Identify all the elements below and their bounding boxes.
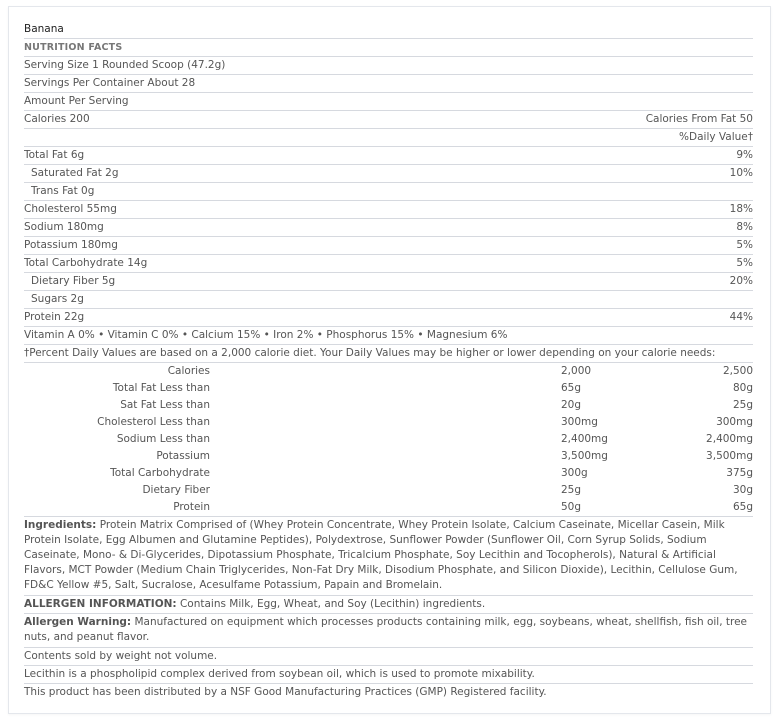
dv-reference-row (24, 465, 753, 482)
dv-2000-value: 300mg (561, 416, 598, 428)
dv-reference-label: Sat Fat Less than (120, 399, 210, 411)
nutrient-daily-value: 8% (736, 221, 753, 233)
vitamins-row (24, 327, 753, 345)
dv-2500-value: 2,500 (722, 365, 753, 377)
dv-reference-row (24, 363, 753, 380)
dv-2500-value: 80g (732, 382, 753, 394)
dv-reference-row (24, 448, 753, 465)
nutrient-row (24, 147, 753, 165)
nutrient-label: Total Fat 6g (24, 149, 85, 161)
dv-reference-row (24, 414, 753, 431)
calories: Calories 200 (24, 113, 90, 125)
gmp-note: This product has been distributed by a NSF Good Manufacturing Practices (GMP) Registered facility. (24, 686, 547, 698)
dv-2500-value: 3,500mg (706, 450, 753, 462)
nutrition-facts-table (24, 21, 753, 702)
dv-reference-label: Sodium Less than (116, 433, 210, 445)
allergen-info-row (24, 596, 753, 614)
serving-size-row (24, 57, 753, 75)
dv-2000-value: 300g (561, 467, 588, 479)
contents-note-row (24, 648, 753, 666)
dv-reference-label: Cholesterol Less than (97, 416, 210, 428)
allergen-warning-block (24, 614, 753, 648)
nutrient-label: Potassium 180mg (24, 239, 118, 251)
nutrient-row (24, 255, 753, 273)
nutrient-label: Sugars 2g (31, 293, 84, 305)
nutrient-label: Sodium 180mg (24, 221, 104, 233)
contents-note: Contents sold by weight not volume. (24, 650, 218, 662)
lecithin-note: Lecithin is a phospholipid complex derived from soybean oil, which is used to promote mixability. (24, 668, 535, 680)
nutrient-row (24, 201, 753, 219)
nutrient-list (24, 147, 753, 327)
dv-2000-value: 20g (561, 399, 582, 411)
dv-2000-value: 50g (561, 501, 582, 513)
nutrient-daily-value: 5% (736, 239, 753, 251)
amount-per-serving: Amount Per Serving (24, 95, 129, 107)
vitamins-minerals: Vitamin A 0% • Vitamin C 0% • Calcium 15% • Iron 2% • Phosphorus 15% • Magnesium 6% (24, 329, 508, 341)
nutrient-label: Dietary Fiber 5g (31, 275, 116, 287)
allergen-label: ALLERGEN INFORMATION: (24, 598, 177, 610)
allergen-warning-text: Manufactured on equipment which processes products containing milk, egg, soybeans, wheat, shellfish, fish oil, tree nuts, and peanut flavor. (24, 616, 748, 643)
dv-reference-label: Dietary Fiber (142, 484, 210, 496)
daily-value-header: %Daily Value† (679, 131, 753, 143)
nutrient-label: Saturated Fat 2g (31, 167, 119, 179)
nutrient-daily-value: 5% (736, 257, 753, 269)
nutrient-daily-value: 18% (729, 203, 753, 215)
nutrition-facts-heading: NUTRITION FACTS (24, 42, 123, 53)
dv-reference-label: Calories (167, 365, 210, 377)
calories-row (24, 111, 753, 129)
nutrient-row (24, 219, 753, 237)
nutrient-daily-value: 10% (729, 167, 753, 179)
daily-values-reference-table (24, 363, 753, 517)
flavor-name: Banana (24, 23, 64, 35)
dv-2500-value: 375g (726, 467, 753, 479)
servings-per-container-row (24, 75, 753, 93)
nutrient-label: Protein 22g (24, 311, 85, 323)
nutrient-row (24, 183, 753, 201)
daily-value-header-row (24, 129, 753, 147)
gmp-note-row (24, 684, 753, 702)
dv-reference-label: Potassium (156, 450, 210, 462)
nutrient-daily-value: 9% (736, 149, 753, 161)
nutrient-label: Total Carbohydrate 14g (24, 257, 148, 269)
ingredients-label: Ingredients: (24, 519, 97, 531)
nutrition-panel (8, 6, 771, 714)
dv-2000-value: 65g (561, 382, 582, 394)
dv-2500-value: 65g (732, 501, 753, 513)
dv-reference-row (24, 380, 753, 397)
dv-footnote: †Percent Daily Values are based on a 2,000 calorie diet. Your Daily Values may be higher or lower depending on your calorie needs: (24, 347, 716, 359)
heading-row (24, 39, 753, 57)
calories-from-fat: Calories From Fat 50 (645, 113, 753, 125)
nutrient-daily-value: 44% (729, 311, 753, 323)
ingredients-text: Protein Matrix Comprised of (Whey Protein Concentrate, Whey Protein Isolate, Calcium Caseinate, Micellar Casein, Milk Protein Isolate, Egg Albumen and Glutamine Peptides), Polydextrose, Sunflower Powder (Sunflower Oil, Corn Syrup Solids, Sodium Caseinate, Mono- & Di-Glycerides, Dipotassium Phosphate, Tricalcium Phosphate, Soy Lecithin and Tocopherols), Natural & Artificial Flavors, MCT Powder (Medium Chain Triglycerides, Non-Fat Dry Milk, Disodium Phosphate, and Silicon Dioxide), Lecithin, Cellulose Gum, FD&C Yellow #5, Salt, Sucralose, Acesulfame Potassium, Papain and Bromelain. (24, 519, 738, 591)
allergen-text: Contains Milk, Egg, Wheat, and Soy (Lecithin) ingredients. (179, 598, 486, 610)
nutrient-row (24, 291, 753, 309)
nutrient-label: Cholesterol 55mg (24, 203, 117, 215)
dv-2500-value: 30g (732, 484, 753, 496)
allergen-warning-label: Allergen Warning: (24, 616, 132, 628)
dv-2500-value: 25g (732, 399, 753, 411)
nutrient-row (24, 309, 753, 327)
flavor-row (24, 21, 753, 39)
nutrient-row (24, 273, 753, 291)
dv-2000-value: 25g (561, 484, 582, 496)
nutrient-row (24, 237, 753, 255)
dv-reference-label: Total Fat Less than (112, 382, 210, 394)
dv-2500-value: 300mg (716, 416, 753, 428)
dv-reference-label: Protein (173, 501, 210, 513)
dv-reference-row (24, 397, 753, 414)
dv-reference-row (24, 482, 753, 499)
dv-reference-label: Total Carbohydrate (110, 467, 210, 479)
amount-per-serving-row (24, 93, 753, 111)
nutrient-label: Trans Fat 0g (31, 185, 95, 197)
dv-2500-value: 2,400mg (706, 433, 753, 445)
dv-2000-value: 2,000 (561, 365, 592, 377)
dv-2000-value: 2,400mg (561, 433, 608, 445)
dv-reference-row (24, 431, 753, 448)
dv-reference-row (24, 499, 753, 516)
dv-footnote-row (24, 345, 753, 363)
nutrient-row (24, 165, 753, 183)
ingredients-block (24, 517, 753, 596)
dv-2000-value: 3,500mg (561, 450, 608, 462)
serving-size: Serving Size 1 Rounded Scoop (47.2g) (24, 59, 226, 71)
nutrient-daily-value: 20% (729, 275, 753, 287)
servings-per-container: Servings Per Container About 28 (24, 77, 196, 89)
lecithin-note-row (24, 666, 753, 684)
